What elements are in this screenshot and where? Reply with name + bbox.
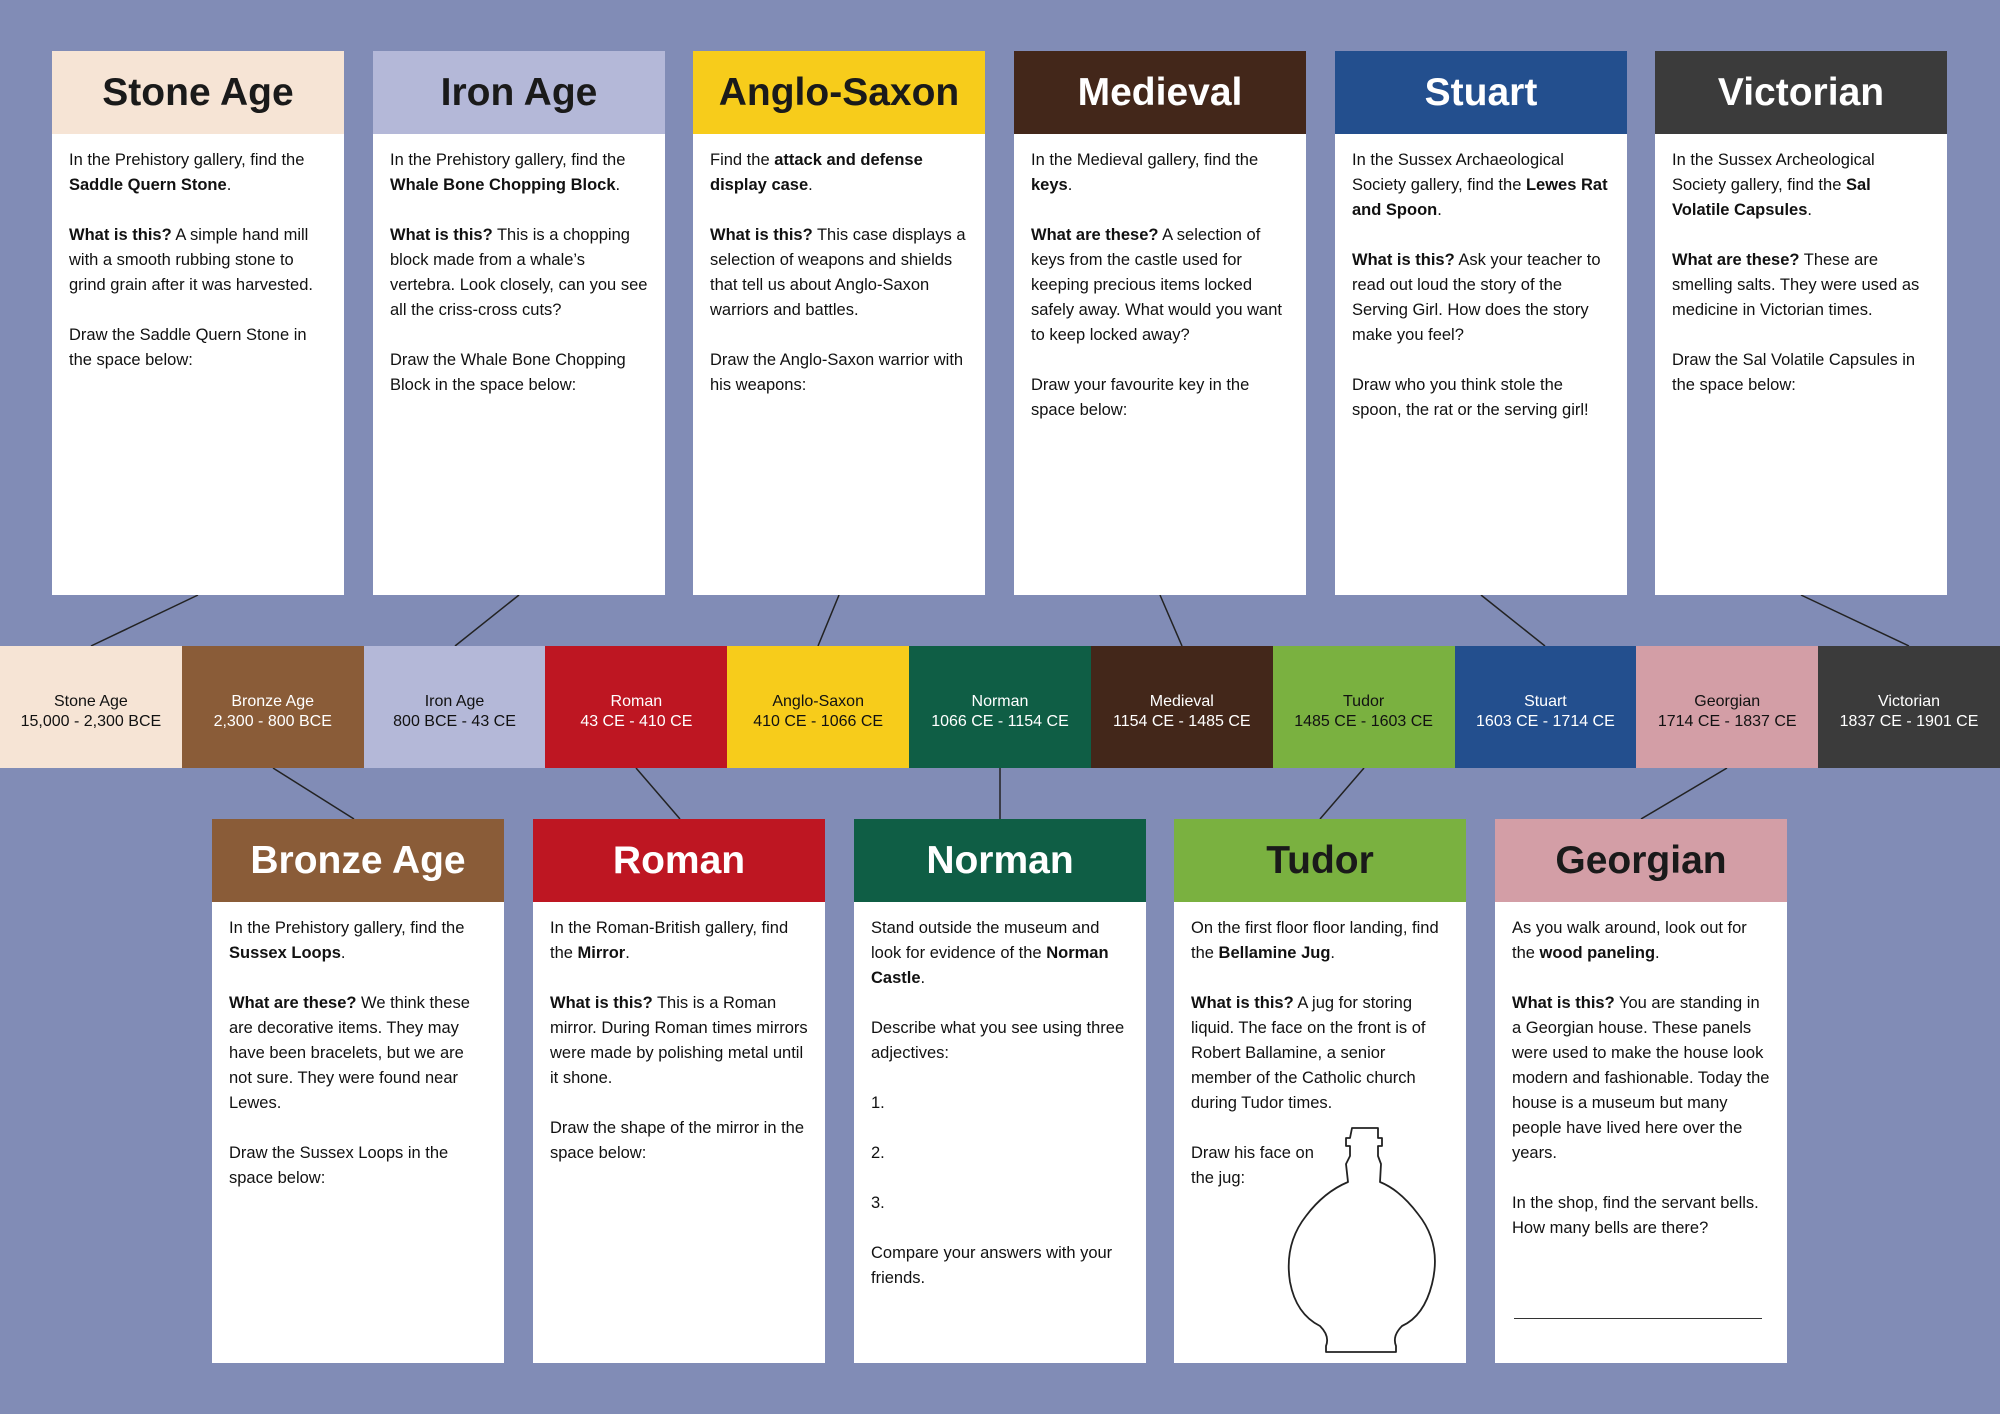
- card-instruction: [69, 148, 327, 198]
- card-description: [1031, 223, 1289, 348]
- card-body: [1335, 134, 1627, 423]
- card-task: Draw his face on the jug:: [1191, 1144, 1314, 1187]
- card-iron-age: [373, 51, 665, 595]
- card-roman: [533, 819, 825, 1363]
- text: As you walk around, look out for the: [1512, 919, 1747, 962]
- card-body: [373, 134, 665, 398]
- text: Find the: [710, 151, 775, 169]
- connector-georgian: [1641, 768, 1727, 819]
- card-body: [52, 134, 344, 373]
- text: In the Medieval gallery, find the: [1031, 151, 1259, 169]
- timeline-dates: 1154 CE - 1485 CE: [1113, 713, 1251, 730]
- timeline-dates: 15,000 - 2,300 BCE: [20, 713, 162, 730]
- card-title: Norman: [854, 819, 1146, 902]
- card-task: Draw the Anglo-Saxon warrior with his weapons:: [710, 351, 964, 394]
- text: .: [226, 176, 232, 194]
- card-anglo-saxon: [693, 51, 985, 595]
- artifact-name: Bellamine Jug: [1218, 944, 1331, 962]
- answer-item-2: 2.: [871, 1144, 885, 1162]
- text: This is a Roman mirror. During Roman times mirrors were made by polishing metal until it shone.: [550, 994, 808, 1087]
- text: A selection of keys from the castle used for keeping precious items locked safely away. What would you want to keep locked away?: [1031, 226, 1282, 344]
- connector-tudor: [1320, 768, 1364, 819]
- text: .: [1437, 201, 1442, 219]
- card-description: [390, 223, 648, 323]
- timeline-victorian: [1818, 646, 2000, 768]
- text: This is a chopping block made from a whale’s vertebra. Look closely, can you see all the criss-cross cuts?: [390, 226, 648, 319]
- card-description: [710, 223, 968, 323]
- card-instruction: [390, 148, 648, 198]
- timeline-label: Anglo-Saxon: [772, 693, 864, 710]
- card-title: Bronze Age: [212, 819, 504, 902]
- card-body: [533, 902, 825, 1166]
- connector-anglo-saxon: [818, 595, 839, 646]
- text: Stand outside the museum and look for evidence of the: [871, 919, 1100, 962]
- connector-victorian: [1801, 595, 1909, 646]
- card-body: [1014, 134, 1306, 423]
- question: What is this?: [1191, 994, 1294, 1012]
- card-description: [1352, 248, 1610, 348]
- card-medieval: [1014, 51, 1306, 595]
- card-description: [69, 223, 327, 298]
- timeline-dates: 410 CE - 1066 CE: [753, 713, 884, 730]
- timeline-label: Bronze Age: [231, 693, 315, 710]
- timeline-roman: [545, 646, 727, 768]
- artifact-name: wood paneling: [1539, 944, 1656, 962]
- text: These are smelling salts. They were used as medicine in Victorian times.: [1672, 251, 1920, 319]
- text: .: [615, 176, 621, 194]
- card-tudor: [1174, 819, 1466, 1363]
- artifact-name: Saddle Quern Stone: [69, 176, 227, 194]
- text: .: [1067, 176, 1073, 194]
- card-task: Describe what you see using three adjectives:: [871, 1019, 1125, 1062]
- question: What is this?: [390, 226, 493, 244]
- timeline-stuart: [1455, 646, 1637, 768]
- card-task: Draw the Sal Volatile Capsules in the space below:: [1672, 351, 1916, 394]
- card-victorian: [1655, 51, 1947, 595]
- question: What are these?: [229, 994, 357, 1012]
- text: .: [340, 944, 346, 962]
- card-task: Draw your favourite key in the space below:: [1031, 376, 1250, 419]
- card-body: [854, 902, 1146, 1291]
- card-title: Stuart: [1335, 51, 1627, 134]
- card-bronze-age: [212, 819, 504, 1363]
- timeline-label: Tudor: [1342, 693, 1385, 710]
- card-title: Stone Age: [52, 51, 344, 134]
- card-georgian: [1495, 819, 1787, 1363]
- text: You are standing in a Georgian house. These panels were used to make the house look modern and fashionable. Today the house is a museum but many people have lived here over the years.: [1512, 994, 1770, 1162]
- text: In the Sussex Archeological Society gallery, find the: [1672, 151, 1875, 194]
- question: What is this?: [69, 226, 172, 244]
- timeline-bronze-age: [182, 646, 364, 768]
- timeline-dates: 1714 CE - 1837 CE: [1657, 713, 1797, 730]
- artifact-name: keys: [1031, 176, 1068, 194]
- card-instruction: [871, 916, 1129, 991]
- question: What are these?: [1031, 226, 1159, 244]
- card-title: Medieval: [1014, 51, 1306, 134]
- timeline-dates: 43 CE - 410 CE: [580, 713, 693, 730]
- card-stone-age: [52, 51, 344, 595]
- text: .: [1330, 944, 1335, 962]
- timeline-label: Norman: [971, 693, 1029, 710]
- jug-outline-icon: [1282, 1124, 1442, 1356]
- timeline-label: Stone Age: [53, 693, 128, 710]
- artifact-name: Norman Castle: [871, 944, 1109, 987]
- timeline-georgian: [1636, 646, 1818, 768]
- question: What is this?: [1352, 251, 1455, 269]
- question: What are these?: [1672, 251, 1800, 269]
- answer-item-1: 1.: [871, 1094, 885, 1112]
- card-instruction: [1191, 916, 1449, 966]
- card-task: Draw the shape of the mirror in the space below:: [550, 1119, 805, 1162]
- timeline-label: Victorian: [1878, 693, 1941, 710]
- card-description: [1672, 248, 1930, 323]
- text: .: [920, 969, 926, 987]
- timeline-label: Iron Age: [424, 693, 485, 710]
- card-instruction: [1512, 916, 1770, 966]
- card-task: In the shop, find the servant bells. How many bells are there?: [1512, 1194, 1759, 1237]
- card-task: Draw the Whale Bone Chopping Block in the space below:: [390, 351, 626, 394]
- connector-bronze-age: [273, 768, 354, 819]
- timeline-label: Stuart: [1524, 693, 1567, 710]
- card-title: Iron Age: [373, 51, 665, 134]
- card-title: Victorian: [1655, 51, 1947, 134]
- card-instruction: [1031, 148, 1289, 198]
- card-description: [1191, 991, 1449, 1116]
- card-norman: [854, 819, 1146, 1363]
- timeline-medieval: [1091, 646, 1273, 768]
- connector-stuart: [1481, 595, 1545, 646]
- artifact-name: Mirror: [577, 944, 626, 962]
- text: Ask your teacher to read out loud the story of the Serving Girl. How does the story make you feel?: [1352, 251, 1601, 344]
- timeline-label: Medieval: [1149, 693, 1214, 710]
- connector-medieval: [1160, 595, 1182, 646]
- card-stuart: [1335, 51, 1627, 595]
- text: A jug for storing liquid. The face on the front is of Robert Ballamine, a senior member of the Catholic church during Tudor times.: [1191, 994, 1426, 1112]
- text: .: [1807, 201, 1813, 219]
- timeline-dates: 1066 CE - 1154 CE: [931, 713, 1069, 730]
- timeline-anglo-saxon: [727, 646, 909, 768]
- timeline-label: Georgian: [1694, 693, 1761, 710]
- card-body: [1655, 134, 1947, 398]
- answer-item-3: 3.: [871, 1194, 885, 1212]
- card-task: Draw the Sussex Loops in the space below:: [229, 1144, 449, 1187]
- card-description: [229, 991, 487, 1116]
- card-title: Roman: [533, 819, 825, 902]
- timeline-iron-age: [364, 646, 546, 768]
- artifact-name: attack and defense display case: [710, 151, 923, 194]
- artifact-name: Lewes Rat and Spoon: [1352, 176, 1608, 219]
- text: .: [808, 176, 813, 194]
- timeline-dates: 1485 CE - 1603 CE: [1294, 713, 1433, 730]
- artifact-name: Sussex Loops: [229, 944, 341, 962]
- card-title: Georgian: [1495, 819, 1787, 902]
- answer-line: [1514, 1318, 1762, 1319]
- card-description: [550, 991, 808, 1091]
- text: In the Prehistory gallery, find the: [390, 151, 626, 169]
- card-body: [693, 134, 985, 398]
- timeline-tudor: [1273, 646, 1455, 768]
- question: What is this?: [710, 226, 813, 244]
- card-instruction: [710, 148, 968, 198]
- timeline-dates: 1603 CE - 1714 CE: [1476, 713, 1615, 730]
- text: In the Sussex Archaeological Society gallery, find the: [1352, 151, 1564, 194]
- timeline-stone-age: [0, 646, 182, 768]
- text: .: [625, 944, 630, 962]
- connector-roman: [636, 768, 680, 819]
- question: What is this?: [550, 994, 653, 1012]
- card-body: [212, 902, 504, 1191]
- text: In the Prehistory gallery, find the: [69, 151, 305, 169]
- card-body: [1495, 902, 1787, 1241]
- timeline-dates: 2,300 - 800 BCE: [213, 713, 332, 730]
- text: On the first floor floor landing, find the: [1191, 919, 1439, 962]
- card-followup: Compare your answers with your friends.: [871, 1244, 1113, 1287]
- text: This case displays a selection of weapons and shields that tell us about Anglo-Saxon warriors and battles.: [710, 226, 966, 319]
- card-instruction: [229, 916, 487, 966]
- card-title: Tudor: [1174, 819, 1466, 902]
- artifact-name: Whale Bone Chopping Block: [390, 176, 616, 194]
- text: In the Prehistory gallery, find the: [229, 919, 465, 937]
- timeline-dates: 800 BCE - 43 CE: [393, 713, 516, 730]
- card-instruction: [1352, 148, 1610, 223]
- timeline-band: [0, 646, 2000, 768]
- card-task: Draw who you think stole the spoon, the rat or the serving girl!: [1352, 376, 1589, 419]
- timeline-label: Roman: [610, 693, 663, 710]
- text: .: [1655, 944, 1660, 962]
- connector-iron-age: [455, 595, 519, 646]
- text: A simple hand mill with a smooth rubbing stone to grind grain after it was harvested.: [69, 226, 313, 294]
- text: We think these are decorative items. They may have been bracelets, but we are not sure. They were found near Lewes.: [229, 994, 470, 1112]
- question: What is this?: [1512, 994, 1615, 1012]
- text: In the Roman-British gallery, find the: [550, 919, 789, 962]
- timeline-dates: 1837 CE - 1901 CE: [1839, 713, 1979, 730]
- timeline-norman: [909, 646, 1091, 768]
- card-description: [1512, 991, 1770, 1166]
- connector-stone-age: [91, 595, 198, 646]
- card-instruction: [550, 916, 808, 966]
- card-task: Draw the Saddle Quern Stone in the space below:: [69, 326, 307, 369]
- card-title: Anglo-Saxon: [693, 51, 985, 134]
- artifact-name: Sal Volatile Capsules: [1672, 176, 1871, 219]
- card-instruction: [1672, 148, 1930, 223]
